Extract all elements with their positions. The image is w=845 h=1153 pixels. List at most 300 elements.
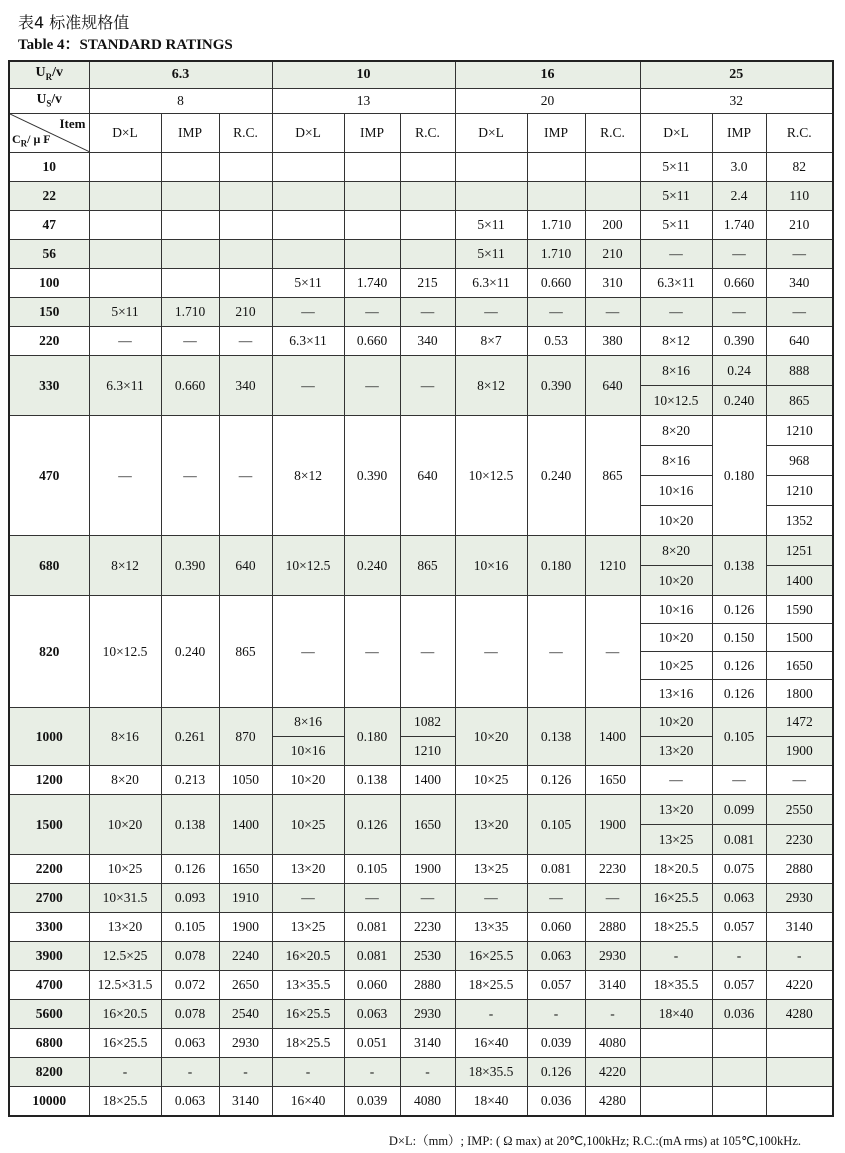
- cell: 0.390: [527, 356, 585, 416]
- cell: 0.126: [712, 652, 766, 680]
- cell: 8×20: [89, 766, 161, 795]
- cell: 10×25: [272, 795, 344, 855]
- capacitance-cell: 220: [9, 327, 89, 356]
- capacitance-cell: 470: [9, 416, 89, 536]
- cell: 110: [766, 182, 833, 211]
- cell: [712, 1029, 766, 1058]
- cell: 0.126: [161, 855, 219, 884]
- cell: 0.138: [161, 795, 219, 855]
- cell: —: [455, 884, 527, 913]
- cell: 310: [585, 269, 640, 298]
- cell: —: [219, 416, 272, 536]
- capacitance-cell: 2700: [9, 884, 89, 913]
- cell: 0.126: [712, 680, 766, 708]
- cell: —: [161, 416, 219, 536]
- cell: [272, 240, 344, 269]
- cell: 8×7: [455, 327, 527, 356]
- cell: 0.057: [712, 913, 766, 942]
- cell: 2230: [400, 913, 455, 942]
- cell: —: [766, 240, 833, 269]
- table-row: [9, 269, 833, 298]
- cell: [400, 182, 455, 211]
- cell: —: [272, 356, 344, 416]
- cell: 8×16: [89, 708, 161, 766]
- cell: 340: [400, 327, 455, 356]
- cell: 870: [219, 708, 272, 766]
- cell: 1210: [766, 416, 833, 446]
- cell: 8×12: [640, 327, 712, 356]
- cell: 0.081: [344, 942, 400, 971]
- cell: 865: [585, 416, 640, 536]
- cell: [161, 269, 219, 298]
- cell: 0.126: [344, 795, 400, 855]
- cell: 1050: [219, 766, 272, 795]
- cell: 13×16: [640, 680, 712, 708]
- cell: 13×20: [455, 795, 527, 855]
- cell: 0.051: [344, 1029, 400, 1058]
- cell: 13×20: [640, 737, 712, 766]
- cell: 1.710: [161, 298, 219, 327]
- cell: -: [585, 1000, 640, 1029]
- cell: 0.078: [161, 1000, 219, 1029]
- cell: 13×20: [272, 855, 344, 884]
- cell: 0.138: [712, 536, 766, 596]
- cell: —: [161, 327, 219, 356]
- cell: —: [640, 766, 712, 795]
- cell: [527, 153, 585, 182]
- cell: 5×11: [455, 211, 527, 240]
- cell: 1.710: [527, 240, 585, 269]
- cell: —: [400, 356, 455, 416]
- cell: -: [712, 942, 766, 971]
- table-row: [9, 596, 833, 624]
- capacitance-cell: 820: [9, 596, 89, 708]
- surge-value: 8: [89, 89, 272, 114]
- voltage-header: 10: [272, 61, 455, 89]
- cell: 3140: [585, 971, 640, 1000]
- cell: 1210: [766, 476, 833, 506]
- cell: 0.150: [712, 624, 766, 652]
- cell: 5×11: [455, 240, 527, 269]
- cell: 0.060: [344, 971, 400, 1000]
- cell: 1910: [219, 884, 272, 913]
- cell: [89, 240, 161, 269]
- cell: [219, 240, 272, 269]
- cell: 0.240: [161, 596, 219, 708]
- cell: —: [585, 884, 640, 913]
- cell: 18×25.5: [640, 913, 712, 942]
- cell: 0.057: [712, 971, 766, 1000]
- cell: 0.063: [527, 942, 585, 971]
- cell: 18×25.5: [272, 1029, 344, 1058]
- column-header: R.C.: [585, 114, 640, 153]
- column-header: D×L: [272, 114, 344, 153]
- cell: 210: [585, 240, 640, 269]
- cell: 10×20: [89, 795, 161, 855]
- cell: [89, 182, 161, 211]
- cell: [455, 182, 527, 211]
- cell: [219, 211, 272, 240]
- cell: 0.093: [161, 884, 219, 913]
- cell: [161, 240, 219, 269]
- cell: 0.126: [527, 766, 585, 795]
- cell: 13×35.5: [272, 971, 344, 1000]
- voltage-header: 25: [640, 61, 833, 89]
- cell: [766, 1058, 833, 1087]
- cell: 215: [400, 269, 455, 298]
- cell: 2230: [766, 825, 833, 855]
- cell: 0.53: [527, 327, 585, 356]
- table-row: [9, 1087, 833, 1117]
- cell: 10×25: [89, 855, 161, 884]
- table-row: [9, 942, 833, 971]
- table-row: [9, 1058, 833, 1087]
- cell: 8×16: [272, 708, 344, 737]
- cell: 18×40: [455, 1087, 527, 1117]
- voltage-header: 16: [455, 61, 640, 89]
- cell: -: [400, 1058, 455, 1087]
- diagonal-header-cell: [9, 114, 89, 153]
- cell: 8×12: [455, 356, 527, 416]
- cell: —: [344, 356, 400, 416]
- surge-voltage-row: [9, 89, 833, 114]
- table-row: [9, 1000, 833, 1029]
- cell: [89, 153, 161, 182]
- cell: —: [527, 596, 585, 708]
- capacitance-cell: 150: [9, 298, 89, 327]
- cell: 0.078: [161, 942, 219, 971]
- cell: 13×25: [455, 855, 527, 884]
- table-title-chinese: 表4 标准规格值: [18, 13, 130, 32]
- cell: 16×25.5: [89, 1029, 161, 1058]
- cell: 1900: [219, 913, 272, 942]
- capacitance-cell: 8200: [9, 1058, 89, 1087]
- capacitance-cell: 10000: [9, 1087, 89, 1117]
- table-row: [9, 182, 833, 211]
- cell: —: [272, 884, 344, 913]
- cell: 16×25.5: [455, 942, 527, 971]
- cell: 0.126: [527, 1058, 585, 1087]
- cell: 5×11: [640, 182, 712, 211]
- cell: 0.081: [344, 913, 400, 942]
- cell: 0.660: [712, 269, 766, 298]
- cell: [585, 182, 640, 211]
- cell: 4080: [585, 1029, 640, 1058]
- cell: 0.072: [161, 971, 219, 1000]
- cell: 0.105: [527, 795, 585, 855]
- cell: 1210: [400, 737, 455, 766]
- cell: —: [640, 298, 712, 327]
- cell: 18×40: [640, 1000, 712, 1029]
- cell: 1650: [585, 766, 640, 795]
- cell: 4280: [585, 1087, 640, 1117]
- cell: 0.063: [344, 1000, 400, 1029]
- table-title-english: Table 4：STANDARD RATINGS: [18, 37, 233, 53]
- cell: 0.660: [527, 269, 585, 298]
- cell: 0.081: [712, 825, 766, 855]
- cell: -: [272, 1058, 344, 1087]
- cell: 2880: [400, 971, 455, 1000]
- table-row: [9, 913, 833, 942]
- cell: 0.660: [161, 356, 219, 416]
- cell: 10×20: [640, 708, 712, 737]
- voltage-header: 6.3: [89, 61, 272, 89]
- cell: 10×20: [455, 708, 527, 766]
- cell: 18×35.5: [640, 971, 712, 1000]
- cell: 1.740: [712, 211, 766, 240]
- cell: 1650: [400, 795, 455, 855]
- cell: —: [455, 596, 527, 708]
- cell: 0.24: [712, 356, 766, 386]
- cell: 3.0: [712, 153, 766, 182]
- cell: 12.5×25: [89, 942, 161, 971]
- table-row: [9, 240, 833, 269]
- cell: 13×20: [640, 795, 712, 825]
- cell: 1352: [766, 506, 833, 536]
- cell: 18×20.5: [640, 855, 712, 884]
- cell: 8×16: [640, 446, 712, 476]
- cell: 1082: [400, 708, 455, 737]
- cell: [272, 211, 344, 240]
- cell: 2650: [219, 971, 272, 1000]
- cell: 0.063: [712, 884, 766, 913]
- cell: 2930: [219, 1029, 272, 1058]
- cell: 640: [766, 327, 833, 356]
- cell: 1900: [766, 737, 833, 766]
- cell: 13×25: [640, 825, 712, 855]
- cell: 18×25.5: [455, 971, 527, 1000]
- cell: 18×35.5: [455, 1058, 527, 1087]
- cell: —: [527, 298, 585, 327]
- cell: [89, 211, 161, 240]
- cell: [400, 211, 455, 240]
- cell: —: [89, 416, 161, 536]
- cell: 13×35: [455, 913, 527, 942]
- cell: 8×16: [640, 356, 712, 386]
- cell: 1.740: [344, 269, 400, 298]
- table-row: [9, 708, 833, 737]
- cell: [640, 1087, 712, 1117]
- cell: 3140: [219, 1087, 272, 1117]
- cell: 6.3×11: [272, 327, 344, 356]
- cell: 6.3×11: [640, 269, 712, 298]
- cell: —: [219, 327, 272, 356]
- cell: [527, 182, 585, 211]
- cell: [344, 240, 400, 269]
- capacitance-cell: 330: [9, 356, 89, 416]
- cell: 0.036: [712, 1000, 766, 1029]
- cell: [344, 153, 400, 182]
- cell: -: [766, 942, 833, 971]
- cell: [161, 153, 219, 182]
- cell: 4220: [585, 1058, 640, 1087]
- cell: 0.060: [527, 913, 585, 942]
- cell: 0.138: [344, 766, 400, 795]
- cell: 210: [219, 298, 272, 327]
- capacitance-cell: 3300: [9, 913, 89, 942]
- cell: 0.390: [344, 416, 400, 536]
- cell: 0.213: [161, 766, 219, 795]
- cell: 0.138: [527, 708, 585, 766]
- cell: —: [712, 240, 766, 269]
- cell: —: [712, 766, 766, 795]
- standard-ratings-table: [8, 60, 834, 1117]
- cell: 865: [766, 386, 833, 416]
- cell: 968: [766, 446, 833, 476]
- cell: —: [766, 766, 833, 795]
- cell: 0.081: [527, 855, 585, 884]
- cell: 10×20: [272, 766, 344, 795]
- table-row: [9, 884, 833, 913]
- cell: 0.039: [344, 1087, 400, 1117]
- cell: —: [712, 298, 766, 327]
- cell: 0.390: [161, 536, 219, 596]
- column-header: IMP: [161, 114, 219, 153]
- cell: -: [161, 1058, 219, 1087]
- cell: 200: [585, 211, 640, 240]
- cell: 10×20: [640, 566, 712, 596]
- table-row: [9, 298, 833, 327]
- capacitance-cell: 4700: [9, 971, 89, 1000]
- cell: 0.057: [527, 971, 585, 1000]
- footnote: D×L:（mm）; IMP: ( Ω max) at 20℃,100kHz; R.C.:(mA rms) at 105℃,100kHz.: [388, 1134, 801, 1148]
- table-row: [9, 356, 833, 386]
- cell: —: [400, 298, 455, 327]
- cell: 1.710: [527, 211, 585, 240]
- cell: —: [272, 596, 344, 708]
- cell: 10×12.5: [272, 536, 344, 596]
- cell: 5×11: [640, 153, 712, 182]
- cell: 0.660: [344, 327, 400, 356]
- cell: 6.3×11: [455, 269, 527, 298]
- cell: 16×25.5: [640, 884, 712, 913]
- cell: [400, 153, 455, 182]
- capacitance-cell: 47: [9, 211, 89, 240]
- cell: 865: [219, 596, 272, 708]
- cell: 12.5×31.5: [89, 971, 161, 1000]
- cell: 10×16: [455, 536, 527, 596]
- cell: —: [344, 884, 400, 913]
- cell: —: [400, 596, 455, 708]
- column-header: D×L: [640, 114, 712, 153]
- cell: [400, 240, 455, 269]
- cell: 640: [585, 356, 640, 416]
- cell: 0.240: [344, 536, 400, 596]
- cell: 0.039: [527, 1029, 585, 1058]
- column-header: R.C.: [400, 114, 455, 153]
- cell: [766, 1087, 833, 1117]
- cell: 5×11: [272, 269, 344, 298]
- cell: 4220: [766, 971, 833, 1000]
- capacitance-cell: 1000: [9, 708, 89, 766]
- cell: 10×16: [272, 737, 344, 766]
- column-header: R.C.: [766, 114, 833, 153]
- cell: 8×12: [89, 536, 161, 596]
- cell: 340: [219, 356, 272, 416]
- cell: -: [640, 942, 712, 971]
- capacitance-cell: 680: [9, 536, 89, 596]
- capacitance-cell: 1200: [9, 766, 89, 795]
- cell: 8×12: [272, 416, 344, 536]
- cell: [219, 269, 272, 298]
- cell: 2530: [400, 942, 455, 971]
- table-row: [9, 766, 833, 795]
- cell: [766, 1029, 833, 1058]
- cell: 1800: [766, 680, 833, 708]
- cell: 0.240: [712, 386, 766, 416]
- table-row: [9, 536, 833, 566]
- cell: —: [766, 298, 833, 327]
- cell: 10×25: [455, 766, 527, 795]
- capacitance-cell: 3900: [9, 942, 89, 971]
- capacitance-cell: 10: [9, 153, 89, 182]
- cell: 10×25: [640, 652, 712, 680]
- cell: -: [527, 1000, 585, 1029]
- cell: 13×25: [272, 913, 344, 942]
- cell: —: [585, 596, 640, 708]
- table-row: [9, 1029, 833, 1058]
- cell: 4280: [766, 1000, 833, 1029]
- column-header: IMP: [344, 114, 400, 153]
- cell: 1251: [766, 536, 833, 566]
- cell: 18×25.5: [89, 1087, 161, 1117]
- cell: 13×20: [89, 913, 161, 942]
- cell: 0.036: [527, 1087, 585, 1117]
- cell: 0.105: [712, 708, 766, 766]
- surge-value: 32: [640, 89, 833, 114]
- cell: [161, 211, 219, 240]
- cell: 340: [766, 269, 833, 298]
- rated-voltage-row: [9, 61, 833, 89]
- cell: [219, 153, 272, 182]
- cell: 16×20.5: [272, 942, 344, 971]
- cell: 1400: [585, 708, 640, 766]
- cell: 16×20.5: [89, 1000, 161, 1029]
- cell: [161, 182, 219, 211]
- cell: —: [640, 240, 712, 269]
- cell: 10×16: [640, 596, 712, 624]
- cell: —: [344, 298, 400, 327]
- cell: 3140: [766, 913, 833, 942]
- cell: 1650: [219, 855, 272, 884]
- cell: [219, 182, 272, 211]
- cell: 0.105: [344, 855, 400, 884]
- cell: 82: [766, 153, 833, 182]
- cell: —: [455, 298, 527, 327]
- capacitance-cell: 5600: [9, 1000, 89, 1029]
- column-header: R.C.: [219, 114, 272, 153]
- cell: 10×12.5: [89, 596, 161, 708]
- rated-voltage-label: $U_R/v$: [9, 61, 89, 89]
- cell: 16×25.5: [272, 1000, 344, 1029]
- cell: 0.105: [161, 913, 219, 942]
- surge-value: 13: [272, 89, 455, 114]
- cell: 0.126: [712, 596, 766, 624]
- cell: 380: [585, 327, 640, 356]
- capacitance-cell: 6800: [9, 1029, 89, 1058]
- cell: 1472: [766, 708, 833, 737]
- table-row: [9, 855, 833, 884]
- cell: —: [400, 884, 455, 913]
- cell: 0.063: [161, 1087, 219, 1117]
- cell: 1210: [585, 536, 640, 596]
- cell: 10×12.5: [455, 416, 527, 536]
- cell: -: [344, 1058, 400, 1087]
- cell: [585, 153, 640, 182]
- cell: 0.261: [161, 708, 219, 766]
- cell: 2240: [219, 942, 272, 971]
- cell: -: [219, 1058, 272, 1087]
